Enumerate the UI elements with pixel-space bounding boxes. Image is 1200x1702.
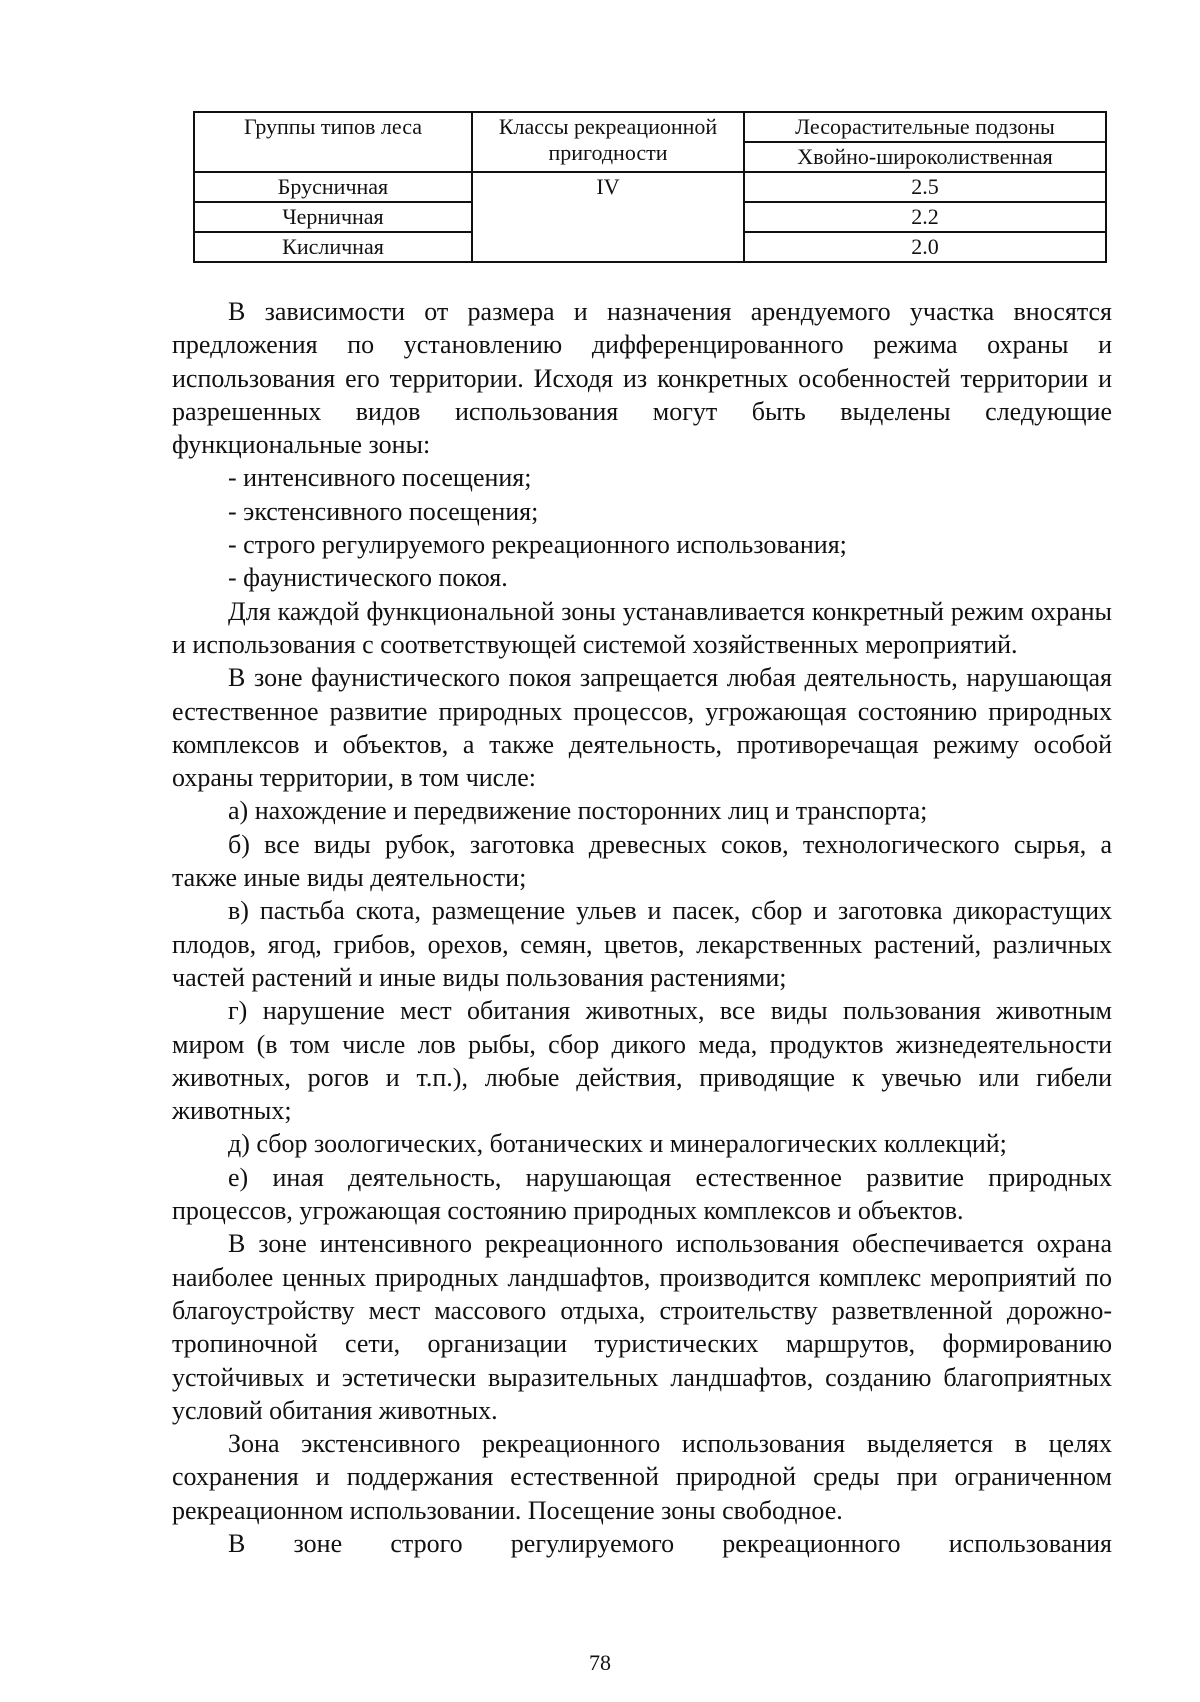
header-forest-types: Группы типов леса xyxy=(194,112,472,172)
paragraph: В зоне строго регулируемого рекреационного использования xyxy=(228,1528,1112,1558)
prohibition-item: д) сбор зоологических, ботанических и минералогических коллекций; xyxy=(228,1129,1007,1159)
zone-list-item: - строго регулируемого рекреационного использования; xyxy=(228,530,847,560)
zone-list-item: - фаунистического покоя. xyxy=(228,563,508,593)
prohibition-item: б) все виды рубок, заготовка древесных соков, технологического сырья, а также иные виды деятельности; xyxy=(172,829,1112,893)
paragraph: Зона экстенсивного рекреационного использования выделяется в целях сохранения и поддержания естественной природной среды при ограниченном рекреационном использовании. Посещение зоны свободное. xyxy=(172,1429,1112,1525)
forest-type-cell: Черничная xyxy=(194,202,472,232)
zone-list-item: - интенсивного посещения; xyxy=(228,463,532,493)
body-text xyxy=(172,295,1112,1560)
prohibition-item: г) нарушение мест обитания животных, все виды пользования животным миром (в том числе лов рыбы, сбор дикого меда, продуктов жизнедеятельности животных, рогов и т.п.), любые действия, приводящие к увечью или гибели животных; xyxy=(172,996,1112,1126)
page-number: 78 xyxy=(589,1650,611,1675)
zone-list-item: - экстенсивного посещения; xyxy=(228,496,539,526)
forest-type-cell: Кисличная xyxy=(194,232,472,262)
recreation-class-cell: IV xyxy=(472,172,744,262)
prohibition-item: в) пастьба скота, размещение ульев и пасек, сбор и заготовка дикорастущих плодов, ягод, грибов, орехов, семян, цветов, лекарственных растений, различных частей растений и иные виды пользования растениями; xyxy=(172,896,1112,992)
paragraph: Для каждой функциональной зоны устанавливается конкретный режим охраны и использования с соответствующей системой хозяйственных мероприятий. xyxy=(172,596,1112,659)
table-header-row xyxy=(194,112,1106,142)
prohibition-item: а) нахождение и передвижение посторонних лиц и транспорта; xyxy=(228,796,928,826)
forest-type-cell: Брусничная xyxy=(194,172,472,202)
paragraph: В зоне фаунистического покоя запрещается любая деятельность, нарушающая естественное развитие природных процессов, угрожающая состоянию природных комплексов и объектов, а также деятельность, противоречащая режиму особой охраны территории, в том числе: xyxy=(172,663,1112,793)
header-recreation-classes: Классы рекреационной пригодности xyxy=(472,112,744,172)
paragraph: В зоне интенсивного рекреационного использования обеспечивается охрана наиболее ценных природных ландшафтов, производится комплекс мероприятий по благоустройству мест массового отдыха, строительству разветвленной дорожно-тропиночной сети, организации туристических маршрутов, формированию устойчивых и эстетически выразительных ландшафтов, созданию благоприятных условий обитания животных. xyxy=(172,1229,1112,1425)
subzone-value-cell: 2.2 xyxy=(744,202,1106,232)
header-subzone-mixed-forest: Хвойно-широколиственная xyxy=(744,142,1106,172)
header-forest-subzones: Лесорастительные подзоны xyxy=(744,112,1106,142)
subzone-value-cell: 2.5 xyxy=(744,172,1106,202)
prohibition-item: е) иная деятельность, нарушающая естественное развитие природных процессов, угрожающая состоянию природных комплексов и объектов. xyxy=(172,1162,1112,1226)
paragraph: В зависимости от размера и назначения арендуемого участка вносятся предложения по установлению дифференцированного режима охраны и использования его территории. Исходя из конкретных особенностей территории и разрешенных видов использования могут быть выделены следующие функциональные зоны: xyxy=(172,297,1112,460)
subzone-value-cell: 2.0 xyxy=(744,232,1106,262)
forest-types-table xyxy=(193,111,1107,263)
table-row xyxy=(194,172,1106,202)
